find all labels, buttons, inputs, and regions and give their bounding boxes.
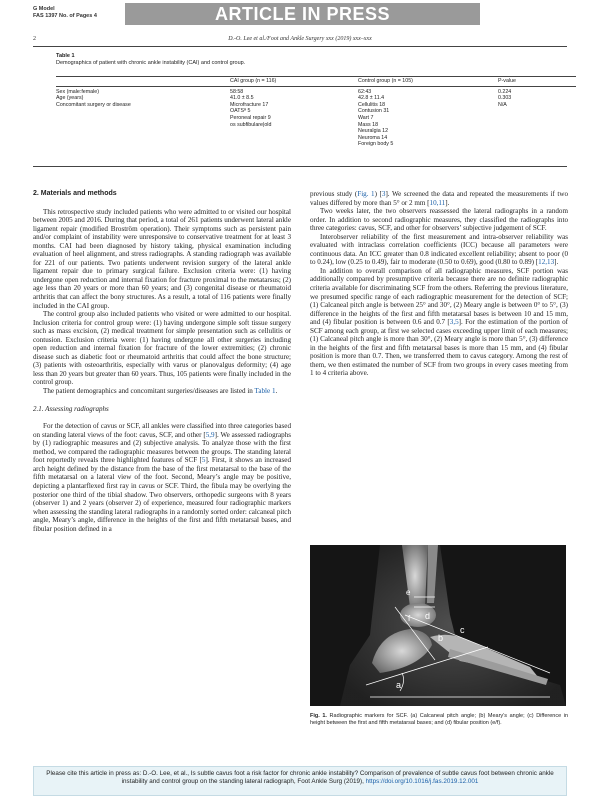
left-column — [33, 190, 291, 533]
table-caption: Demographics of patient with chronic ankle instability (CAI) and control group. — [56, 60, 246, 66]
reference-link[interactable]: 3,5 — [449, 318, 459, 327]
model-label: G Model — [33, 6, 55, 12]
text-run: ) [ — [374, 190, 382, 198]
journal-citation-header: D.-O. Lee et al./Foot and Ankle Surgery xxx (2019) xxx–xxx — [228, 36, 372, 42]
text-run: previous study ( — [310, 190, 358, 198]
table-link[interactable]: Table 1 — [254, 387, 276, 396]
control-item: Contusion 31 — [358, 108, 390, 115]
subsection-heading: 2.1. Assessing radiographs — [33, 404, 109, 413]
cai-item: Microfracture 17 — [230, 101, 269, 108]
text-run: ]. For the estimation of the portion of SCF among each group, at first we selected cases exceeding upper limit of each measures; (1) Calcaneal pitch angle is more than 30°, (2) Meary angle is more than 5°, (3) difference in the heights of the first and fifth metatarsal bases is more than 15 mm, and (4) fibular position is more than 0.7. Then, we transferred them to cavus category. Among the rest of them, we then estimated the number of SCF from two groups in every cases meeting from 1 to 4 criteria above. — [310, 318, 568, 378]
paragraph — [310, 190, 568, 207]
marker-b-label: b — [438, 633, 444, 643]
paragraph — [310, 233, 568, 267]
paragraph — [33, 387, 291, 396]
figure-caption-text: Radiographic markers for SCF. (a) Calcaneal pitch angle; (b) Meary’s angle; (c) Difference in height between the first and fifth metatarsal bases; and (d) fibular position (e/f). — [310, 713, 569, 726]
control-item: Cellulitis 18 — [358, 101, 386, 108]
text-run: The patient demographics and concomitant surgeries/diseases are listed in — [43, 387, 255, 396]
table-header-row — [56, 77, 576, 87]
row-label: Sex (male:female) — [56, 88, 99, 95]
control-item: Foreign body 5 — [358, 141, 394, 148]
figure-link[interactable]: Fig. 1 — [357, 190, 375, 198]
table-header-cell: CAI group (n = 116) — [230, 77, 358, 87]
demographics-table — [56, 76, 576, 148]
control-value: 42.8 ± 11.4 — [358, 95, 385, 102]
text-run: Interobserver reliability of the first measurement and intra-observer reliability was evaluated with intraclass correlation coefficients (ICC) because all parameters were continuous data. An ICC greater than 0.8 indicated excellent reliability; absent to poor (0 to 0.24), low (0.25 to 0.49), fair to moderate (0.50 to 0.69), good (0.80 to 0.89) [ — [310, 232, 568, 267]
marker-d-label: d — [425, 611, 431, 621]
p-value: 0.303 — [498, 95, 512, 102]
banner-text: ARTICLE IN PRESS — [214, 4, 391, 24]
reference-link[interactable]: 5 — [201, 456, 206, 465]
foot-radiograph-image — [310, 545, 566, 706]
control-item: Neuralgia 12 — [358, 128, 389, 135]
control-value-list — [358, 102, 498, 148]
reference-link[interactable]: 5,9 — [205, 430, 215, 439]
row-label: Concomitant surgery or disease — [56, 101, 131, 108]
text-run: ]. — [445, 198, 450, 207]
text-run: ]. First, it shows an increased arch height defined by the distance from the base of the first metatarsal to the base of the fifth metatarsal on a lateral view of the foot. Second, Meary’s angle may be positive, depicting a plantarflexed first ray in cavus or SCF. Third, the fibula may be overlying the posterior one third of the tibial shadow. Two observers, orthopedic surgeons with 8 years (observer 1) and 2 years (observer 2) of experience, measured four radiographic markers when assessing the standing lateral radiographs in a randomly sorted order: calcaneal pitch angle, Meary’s angle, difference in the heights of the first and fifth metatarsal bases, and fibular position defined in a — [33, 456, 292, 533]
table-header-cell: P-value — [498, 77, 576, 87]
text-run: ]. We assessed radiographs by (1) radiographic measures and (2) subjective analysis. To analyze those with the first method, we compared the radiographic measures between the groups. The standing lateral foot reportedly reveals three highlighted features of SCF [ — [33, 430, 291, 465]
table-row — [56, 86, 576, 95]
journal-model-tag — [33, 6, 97, 19]
control-item: Mass 18 — [358, 121, 379, 128]
section-heading: 2. Materials and methods — [33, 190, 117, 197]
doi-link[interactable]: https://doi.org/10.1016/j.fas.2019.12.001 — [365, 777, 479, 785]
text-run: . — [275, 387, 278, 396]
reference-link[interactable]: 12,13 — [538, 258, 555, 267]
cai-item: OATSª 5 — [230, 108, 251, 115]
marker-c-label: c — [460, 625, 465, 635]
marker-a-label: a — [396, 680, 402, 690]
row-label: Age (years) — [56, 95, 84, 102]
page-number: 2 — [33, 36, 36, 42]
citation-box — [33, 766, 567, 796]
citation-text: Please cite this article in press as: D.-O. Lee, et al., Is subtle cavus foot a risk factor for chronic ankle instability? Comparison of prevalence of subtle cavus foot between chronic ankle instability and control group on the standing lateral radiograph, Foot Ankle Surg (2019), — [46, 770, 554, 785]
text-run: ]. — [554, 258, 559, 267]
figure-label: Fig. 1. — [310, 713, 327, 719]
header-rule — [33, 46, 567, 47]
paragraph: Two weeks later, the two observers reassessed the lateral radiographs in a random order. In addition to second radiographic measures, they classified the radiographs into three categories: cavus, SCF, and other for observers’ subjective judgement of SCF. — [310, 207, 568, 233]
reference-link[interactable]: 3 — [381, 190, 386, 198]
marker-f-label: f — [408, 614, 411, 623]
article-in-press-banner — [125, 3, 480, 25]
cai-value: 58:58 — [230, 88, 244, 95]
cai-value-list — [230, 102, 358, 148]
control-item: Wart 7 — [358, 114, 374, 121]
paragraph: This retrospective study included patients who were admitted to or visited our hospital between 2005 and 2016. During that period, a total of 261 patients underwent lateral ankle ligament repair (modified Broström operation). Their symptoms such as persistent pain and/or complaint of instability were unresponsive to conservative treatment for at least 3 months. CAI had been diagnosed by history taking, physical examination including evaluation of heel alignment, and stress radiographs. A standing radiograph was available for 221 of our patients. Two patients underwent revision surgery of the lateral ankle ligament repair due to primary surgical failure. Exclusion criteria were: (1) having undergone open reduction and internal fixation for fracture proximal to the metatarsus; (2) age less than 20 years or more than 60 years; and (3) congenital disease or rheumatoid arthritis that can affect the bony structures. As a result, a total of 116 patients were finally included in the CAI group. — [33, 207, 291, 310]
cai-item: Peroneal repair 9 — [230, 114, 271, 121]
table-bottom-rule — [33, 166, 567, 167]
manuscript-code: FAS 1397 No. of Pages 4 — [33, 12, 97, 19]
text-run: For the detection of cavus or SCF, all ankles were classified into three categories based on standing lateral views of the foot: cavus, SCF, and other [ — [33, 422, 291, 439]
paragraph — [310, 267, 568, 378]
table-row — [56, 95, 576, 102]
table-label: Table 1 — [56, 53, 75, 59]
control-item: Neuroma 14 — [358, 134, 388, 141]
table-header-cell: Control group (n = 105) — [358, 77, 498, 87]
right-column — [310, 190, 568, 378]
paragraph: The control group also included patients who visited or were admitted to our hospital. Inclusion criteria for control group were: (1) having undergone simple soft tissue surgery such as mass excision, (2) medical treatment for simple presentation such as cellulitis or contusion. Exclusion criteria were: (1) having undergone all other surgeries including open reduction and internal fixation for fracture of the lower extremities; (2) chronic disease such as diabetic foot or rheumatoid arthritis that could affect the bone structure; (3) patients with osteoarthritis, especially with varus or planovalgus deformity; (4) age less than 20 years but greater than 60 years. Thus, 105 patients were finally included in the control group. — [33, 310, 291, 387]
table-header-cell — [56, 77, 230, 87]
p-value: N/A — [498, 101, 507, 108]
control-value: 62:43 — [358, 88, 372, 95]
table-row — [56, 102, 576, 148]
paragraph — [33, 422, 291, 533]
text-run: In addition to overall comparison of all radiographic measures, SCF portion was additionally compared by presumptive criteria because there are no definite radiographic criteria available for discriminating SCF from the others. Referring the previous literature, we presumed specific range of each radiographic measurement for the detection of SCF; (1) Calcaneal pitch angle is between 25° and 30°, (2) Meary angle is between 0° to 5°, (3) difference in the heights of the first and fifth metatarsal bases is between 10 and 15 mm, and (4) fibular position is between 0.6 and 0.7 [ — [310, 266, 568, 327]
marker-e-label: e — [406, 588, 411, 597]
radiograph-figure — [310, 545, 566, 706]
table-title — [56, 53, 245, 67]
reference-link[interactable]: 10,11 — [429, 198, 446, 207]
cai-value: 41.0 ± 8.5 — [230, 95, 254, 102]
cai-item: os subfibulare|old — [230, 121, 272, 128]
p-value: 0.224 — [498, 88, 512, 95]
text-run: ]. We screened the data and repeated the measurements if two values differed by more than 5° or 2 mm [ — [310, 190, 568, 207]
figure-caption — [310, 713, 568, 727]
